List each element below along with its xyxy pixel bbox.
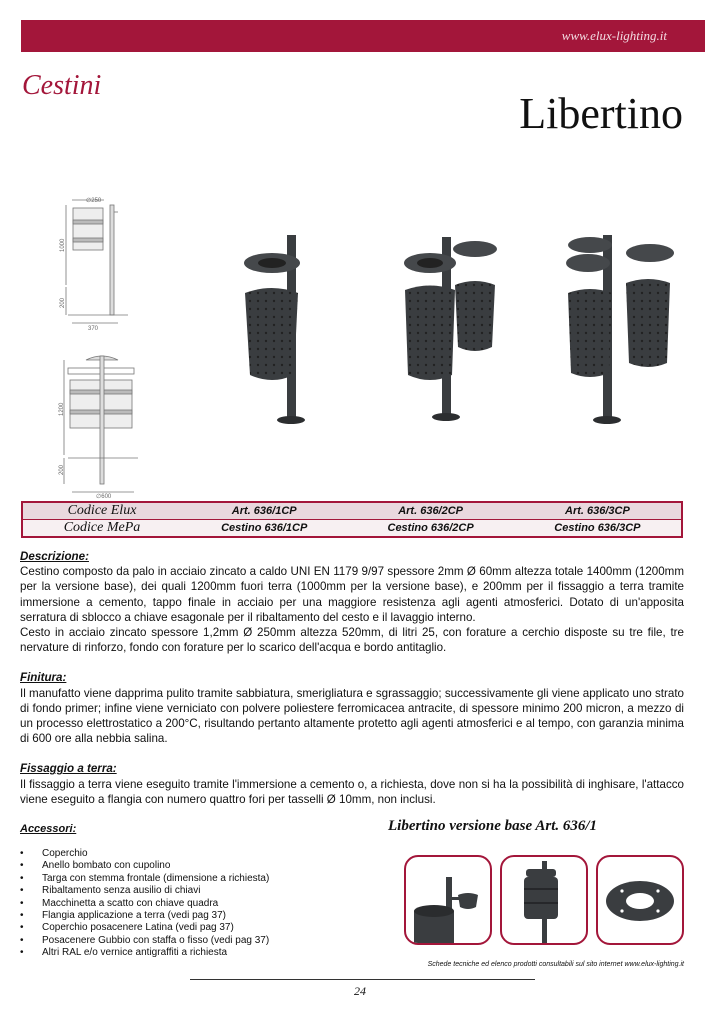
table-row xyxy=(22,520,682,538)
dim-width-370: 370 xyxy=(88,326,99,332)
fissaggio-paragraph: Il fissaggio a terra viene eseguito tramite l'immersione a cemento o, a richiesta, dove non si ha la possibilità di inghisare, l'attacco viene eseguito a flangia con numero quattro fori per tasselli Ø 10mm, non inclusi. xyxy=(20,777,684,806)
code-cell: Cestino 636/3CP xyxy=(514,520,682,538)
descrizione-paragraph-1: Cestino composto da palo in acciaio zincato a caldo UNI EN 1179 9/97 spessore 2mm Ø 60mm altezza totale 1400mm (1200mm per la versione base), dei quali 1200mm fuori terra (1000mm per la versione base), e 200mm per il fissaggio a terra tramite immersione a cemento, tappo finale in acciaio per una maggiore resistenza agli agenti atmosferici. Dotato di un'apposita serratura di sblocco a chiave esagonale per il ribaltamento del cesto e il lavaggio interno. xyxy=(20,565,684,624)
bin-double xyxy=(404,237,497,421)
code-cell: Cestino 636/1CP xyxy=(181,520,347,538)
list-item: • Anello bombato con cupolino xyxy=(20,860,269,872)
finitura-heading: Finitura: xyxy=(20,671,67,685)
code-cell: Art. 636/2CP xyxy=(347,502,513,520)
list-item: • Targa con stemma frontale (dimensione a richiesta) xyxy=(20,873,269,885)
dim-ground-200: 200 xyxy=(59,464,65,475)
footer-divider xyxy=(190,979,535,980)
accessori-heading: Accessori: xyxy=(20,823,77,835)
dim-height-1000: 1000 xyxy=(60,238,66,252)
dim-height-1200: 1200 xyxy=(59,402,65,416)
list-item: • Flangia applicazione a terra (vedi pag 37) xyxy=(20,910,269,922)
table-row xyxy=(22,502,682,520)
product-title: Libertino xyxy=(519,89,683,138)
list-item: • Macchinetta a scatto con chiave quadra xyxy=(20,898,269,910)
description-section xyxy=(20,549,684,807)
technical-drawings xyxy=(58,190,148,500)
code-cell: Art. 636/1CP xyxy=(181,502,347,520)
product-codes-table xyxy=(21,501,683,538)
page-number: 24 xyxy=(354,984,366,998)
dim-dia-600: ∅600 xyxy=(96,494,112,500)
code-cell: Cestino 636/2CP xyxy=(347,520,513,538)
list-item: • Ribaltamento senza ausilio di chiavi xyxy=(20,885,269,897)
list-item: • Posacenere Gubbio con staffa o fisso (vedi pag 37) xyxy=(20,935,269,947)
row-label-elux: Codice Elux xyxy=(22,502,181,520)
list-item: • Coperchio xyxy=(20,848,269,860)
descrizione-paragraph-2: Cesto in acciaio zincato spessore 1,2mm Ø 250mm altezza 520mm, di litri 25, con forature a cerchio disposte su tre file, tre nervature di rinforzo, fondo con forature per lo scarico dell'acqua e bordo antitaglio. xyxy=(20,626,684,655)
descrizione-heading: Descrizione: xyxy=(20,550,89,563)
bin-triple xyxy=(566,235,674,424)
thumb-ground-flange xyxy=(596,855,684,945)
dim-ground-200: 200 xyxy=(60,297,66,308)
drawing-basic-version xyxy=(66,200,128,323)
thumb-bin-ashtray xyxy=(404,855,492,945)
fissaggio-heading: Fissaggio a terra: xyxy=(20,762,117,776)
base-version-title: Libertino versione base Art. 636/1 xyxy=(388,818,598,834)
accessori-list xyxy=(20,848,269,960)
finitura-paragraph: Il manufatto viene dapprima pulito tramite sabbiatura, smerigliatura e sgrassaggio; successivamente gli viene applicato uno strato di fondo primer; infine viene verniciato con polvere poliestere ferromicacea antracite, di spessore minimo 200 micron, a mezzo di un processo elettrostatico a 200°C, risultando pertanto altamente protetto agli agenti atmosferici e al tempo, con garanzia minima di 600 ore alla nebbia salina. xyxy=(20,686,684,746)
list-item: • Coperchio posacenere Latina (vedi pag 37) xyxy=(20,922,269,934)
drawing-full-version xyxy=(64,356,138,492)
category-title: Cestini xyxy=(22,70,102,101)
list-item: • Altri RAL e/o vernice antigraffiti a richiesta xyxy=(20,947,269,959)
product-render xyxy=(230,225,690,475)
website-url[interactable]: www.elux-lighting.it xyxy=(561,28,667,43)
header-banner xyxy=(21,20,705,52)
dim-dia-250: ∅250 xyxy=(86,198,102,204)
code-cell: Art. 636/3CP xyxy=(514,502,682,520)
thumb-base-bin xyxy=(500,855,588,945)
footer-note: Schede tecniche ed elenco prodotti consultabili sul sito internet www.elux-lighting.it xyxy=(427,961,684,968)
row-label-mepa: Codice MePa xyxy=(22,520,181,538)
bin-single xyxy=(244,235,305,424)
